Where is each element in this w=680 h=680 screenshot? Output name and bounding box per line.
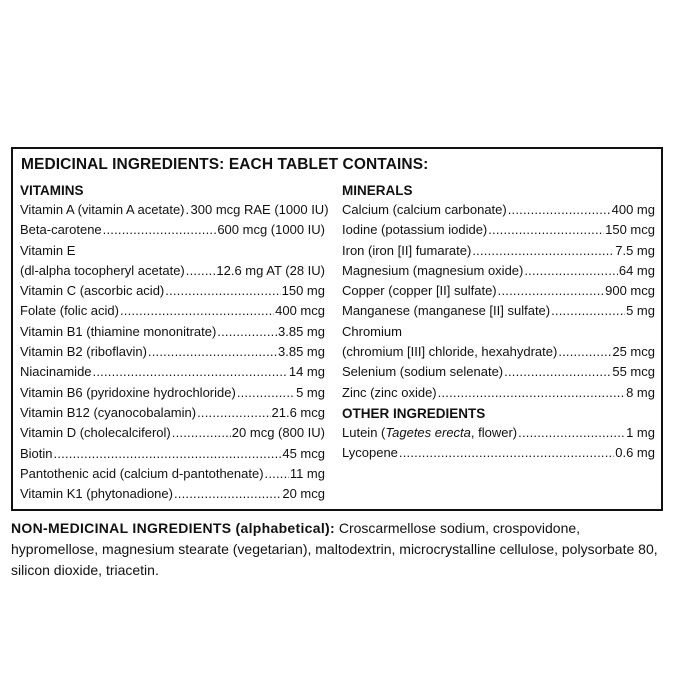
ingredient-amount: 14 mg <box>288 364 325 380</box>
ingredient-amount: 150 mg <box>281 283 325 299</box>
list-item <box>20 200 329 220</box>
ingredient-name: Iron (iron [II] fumarate) <box>342 242 472 258</box>
ingredient-amount: 400 mcg <box>275 303 325 319</box>
ingredient-name: Vitamin B12 (cyanocobalamin) <box>20 404 197 420</box>
ingredient-amount: 400 mg <box>611 202 655 217</box>
ingredient-name: Pantothenic acid (calcium d-pantothenate) <box>20 465 264 481</box>
lutein-prefix: Lutein ( <box>342 424 386 440</box>
ingredient-name: (dl-alpha tocopheryl acetate) <box>20 262 185 278</box>
list-item <box>20 241 325 261</box>
ingredient-name: Vitamin E <box>20 242 76 258</box>
leader-dots <box>54 444 282 464</box>
leader-dots <box>93 362 288 382</box>
list-item <box>342 322 655 342</box>
leader-dots <box>197 403 270 423</box>
leader-dots <box>438 383 625 403</box>
ingredient-amount: 21.6 mcg <box>271 404 325 420</box>
ingredient-name: Zinc (zinc oxide) <box>342 384 437 400</box>
list-item <box>342 362 655 382</box>
leader-dots <box>551 301 625 321</box>
ingredient-name: Vitamin A (vitamin A acetate) <box>20 202 185 217</box>
list-item <box>342 220 655 240</box>
list-item <box>20 444 325 464</box>
minerals-column <box>342 181 655 464</box>
leader-dots <box>217 322 277 342</box>
ingredient-name: Iodine (potassium iodide) <box>342 222 488 238</box>
ingredient-name: Lycopene <box>342 445 398 461</box>
leader-dots <box>174 484 281 504</box>
leader-dots <box>498 281 604 301</box>
lutein-species: Tagetes erecta <box>385 424 471 440</box>
other-ingredients-heading: OTHER INGREDIENTS <box>342 405 486 421</box>
lutein-suffix: , flower) <box>470 424 518 440</box>
list-item <box>342 261 655 281</box>
ingredient-amount: 5 mg <box>626 303 655 319</box>
ingredient-amount: 3.85 mg <box>278 323 325 339</box>
ingredient-amount: 7.5 mg <box>615 242 655 258</box>
ingredient-amount: 55 mcg <box>612 364 655 380</box>
list-item <box>20 342 325 362</box>
ingredient-amount: 12.6 mg AT (28 IU) <box>216 262 325 278</box>
non-medicinal-ingredients <box>11 518 661 581</box>
list-item <box>20 220 325 240</box>
list-item <box>342 301 655 321</box>
list-item <box>20 383 325 403</box>
leader-dots <box>518 423 625 443</box>
ingredient-amount: 0.6 mg <box>615 445 655 461</box>
ingredient-name: Vitamin B1 (thiamine mononitrate) <box>20 323 217 339</box>
vitamins-list <box>20 200 329 504</box>
list-item <box>342 281 655 301</box>
leader-dots <box>172 423 231 443</box>
minerals-list <box>342 200 655 403</box>
ingredient-name: Folate (folic acid) <box>20 303 119 319</box>
ingredient-name: Vitamin C (ascorbic acid) <box>20 283 165 299</box>
ingredient-amount: 8 mg <box>626 384 655 400</box>
ingredient-amount: 11 mg <box>289 465 325 481</box>
list-item <box>20 281 325 301</box>
list-item-lycopene <box>342 443 655 463</box>
ingredient-amount: 45 mcg <box>282 445 325 461</box>
ingredient-name: Niacinamide <box>20 364 92 380</box>
ingredient-name: Vitamin B2 (riboflavin) <box>20 344 147 360</box>
list-item <box>20 261 325 281</box>
ingredient-name: Biotin <box>20 445 53 461</box>
list-item <box>20 403 325 423</box>
list-item <box>20 362 325 382</box>
ingredient-name: Vitamin K1 (phytonadione) <box>20 486 173 502</box>
leader-dots <box>558 342 611 362</box>
leader-dots <box>186 261 216 281</box>
list-item <box>342 200 655 220</box>
ingredient-amount: 600 mcg (1000 IU) <box>217 222 325 238</box>
medicinal-ingredients-panel <box>11 147 663 511</box>
ingredient-name: Vitamin B6 (pyridoxine hydrochloride) <box>20 384 236 400</box>
list-item-lutein <box>342 423 655 443</box>
leader-dots <box>399 443 614 463</box>
panel-title: MEDICINAL INGREDIENTS: EACH TABLET CONTAINS: <box>21 156 429 173</box>
list-item <box>342 241 655 261</box>
ingredient-name: Copper (copper [II] sulfate) <box>342 283 497 299</box>
ingredient-amount: 5 mg <box>296 384 325 400</box>
list-item <box>20 423 325 443</box>
leader-dots <box>165 281 280 301</box>
minerals-heading: MINERALS <box>342 183 413 198</box>
leader-dots <box>103 220 217 240</box>
ingredient-amount: 20 mcg <box>282 486 325 502</box>
ingredient-name: Vitamin D (cholecalciferol) <box>20 425 171 441</box>
ingredient-amount: 20 mcg (800 IU) <box>231 425 325 441</box>
ingredient-amount: 3.85 mg <box>278 344 325 360</box>
ingredient-amount: 150 mcg <box>605 222 655 238</box>
leader-dots <box>120 301 274 321</box>
ingredient-amount: 64 mg <box>618 262 655 278</box>
non-medicinal-label: NON-MEDICINAL INGREDIENTS (alphabetical): <box>11 520 335 536</box>
leader-dots <box>186 200 190 220</box>
list-item <box>20 464 325 484</box>
leader-dots <box>508 200 611 220</box>
leader-dots <box>237 383 295 403</box>
leader-dots <box>472 241 614 261</box>
vitamins-heading: VITAMINS <box>20 183 84 198</box>
ingredient-amount: 900 mcg <box>605 283 655 299</box>
leader-dots <box>488 220 604 240</box>
ingredient-name: Manganese (manganese [II] sulfate) <box>342 303 551 319</box>
ingredient-name: Chromium <box>342 323 402 339</box>
ingredient-name: (chromium [III] chloride, hexahydrate) <box>342 344 558 360</box>
ingredient-name: Magnesium (magnesium oxide) <box>342 262 524 278</box>
list-item <box>342 383 655 403</box>
ingredient-amount: 25 mcg <box>612 344 655 360</box>
ingredient-name: Calcium (calcium carbonate) <box>342 202 507 217</box>
leader-dots <box>504 362 611 382</box>
ingredient-amount: 1 mg <box>626 424 655 440</box>
list-item <box>20 301 325 321</box>
ingredient-name: Selenium (sodium selenate) <box>342 364 504 380</box>
ingredient-amount: 300 mcg RAE (1000 IU) <box>190 202 329 217</box>
list-item <box>20 484 325 504</box>
ingredient-name <box>342 423 517 443</box>
ingredient-name: Beta-carotene <box>20 222 102 238</box>
leader-dots <box>524 261 618 281</box>
vitamins-column <box>20 181 329 504</box>
leader-dots <box>148 342 277 362</box>
non-medicinal-text: Croscarmellose sodium, crospovidone, hypromellose, magnesium stearate (vegetarian), maltodextrin, microcrystalline cellulose, polysorbate 80, silicon dioxide, triacetin. <box>11 520 658 578</box>
leader-dots <box>265 464 289 484</box>
list-item <box>342 342 655 362</box>
list-item <box>20 322 325 342</box>
